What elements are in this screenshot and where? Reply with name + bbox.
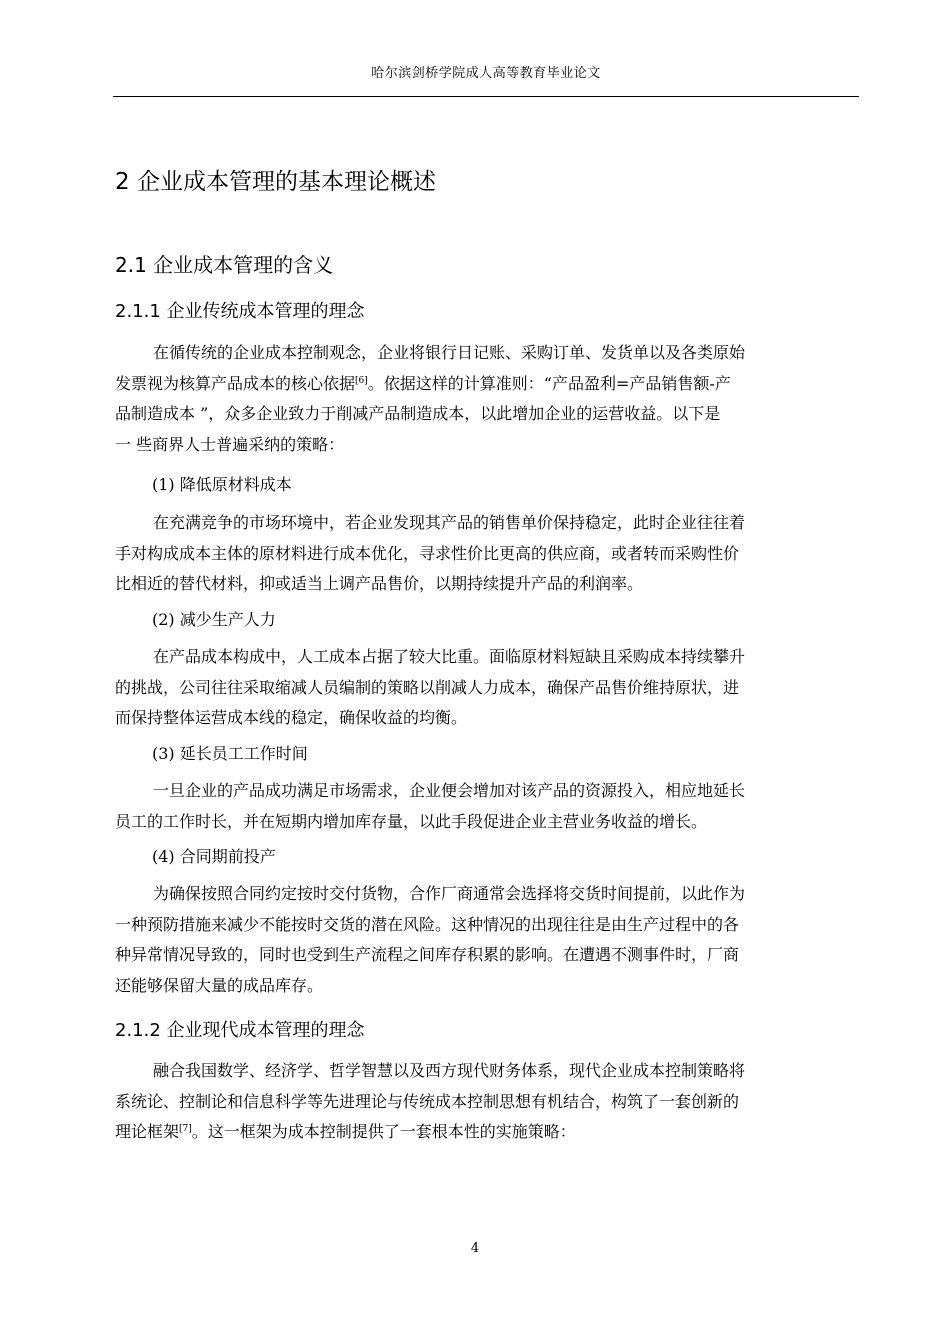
paragraph-line: 为确保按照合同约定按时交付货物，合作厂商通常会选择将交货时间提前，以此作为 bbox=[153, 884, 746, 903]
subsection-heading-traditional: 2.1.1 企业传统成本管理的理念 bbox=[115, 301, 365, 322]
citation-ref: [7] bbox=[179, 1124, 192, 1134]
paragraph-line: 在循传统的企业成本控制观念，企业将银行日记账、采购订单、发货单以及各类原始 bbox=[153, 343, 746, 362]
paragraph-line: 而保持整体运营成本线的稳定，确保收益的均衡。 bbox=[115, 708, 468, 727]
paragraph-line: 员工的工作时长，并在短期内增加库存量，以此手段促进企业主营业务收益的增长。 bbox=[115, 811, 708, 831]
paragraph-line: 种异常情况导致的，同时也受到生产流程之间库存积累的影响。在遭遇不测事件时，厂商 bbox=[115, 945, 740, 964]
paragraph-line: 在充满竞争的市场环境中，若企业发现其产品的销售单价保持稳定，此时企业往往着 bbox=[153, 513, 746, 532]
paragraph-line: 手对构成成本主体的原材料进行成本优化，寻求性价比更高的供应商，或者转而采购性价 bbox=[115, 543, 740, 563]
list-item-label: (2) 减少生产人力 bbox=[152, 610, 276, 629]
intro-paragraph bbox=[115, 338, 859, 460]
citation-ref: [6] bbox=[355, 375, 368, 386]
running-header: 哈尔滨剑桥学院成人高等教育毕业论文 bbox=[371, 66, 601, 81]
paragraph-line: 一 些商界人士普遍采纳的策略： bbox=[115, 434, 345, 454]
paragraph-line: 还能够保留大量的成品库存。 bbox=[115, 975, 324, 995]
paragraph-line: 的挑战，公司往往采取缩减人员编制的策略以削减人力成本，确保产品售价维持原状，进 bbox=[115, 677, 740, 697]
page-number: 4 bbox=[470, 1241, 480, 1256]
subsection-heading-modern: 2.1.2 企业现代成本管理的理念 bbox=[115, 1020, 365, 1041]
paragraph-line: 系统论、控制论和信息科学等先进理论与传统成本控制思想有机结合，构筑了一套创新的 bbox=[115, 1091, 740, 1111]
header-divider bbox=[113, 96, 859, 97]
paragraph-line: 比相近的替代材料，抑或适当上调产品售价，以期持续提升产品的利润率。 bbox=[115, 574, 644, 593]
list-item-paragraph bbox=[115, 508, 859, 600]
list-item-label: (1) 降低原材料成本 bbox=[152, 475, 292, 494]
paragraph-line: 理论框架[7]。这一框架为成本控制提供了一套根本性的实施策略： bbox=[115, 1122, 576, 1141]
paragraph-line: 在产品成本构成中，人工成本占据了较大比重。面临原材料短缺且采购成本持续攀升 bbox=[153, 647, 746, 666]
list-item-label: (4) 合同期前投产 bbox=[152, 847, 276, 866]
paragraph-line: 品制造成本 ”，众多企业致力于削减产品制造成本，以此增加企业的运营收益。以下是 bbox=[115, 404, 721, 423]
paragraph-line: 一种预防措施来减少不能按时交货的潜在风险。这种情况的出现往往是由生产过程中的各 bbox=[115, 914, 740, 934]
modern-paragraph bbox=[115, 1056, 859, 1148]
paragraph-line: 一旦企业的产品成功满足市场需求，企业便会增加对该产品的资源投入，相应地延长 bbox=[153, 781, 746, 800]
list-item-label: (3) 延长员工工作时间 bbox=[152, 744, 308, 763]
chapter-heading: 2 企业成本管理的基本理论概述 bbox=[115, 169, 436, 195]
list-item-paragraph bbox=[115, 879, 859, 1001]
section-heading: 2.1 企业成本管理的含义 bbox=[115, 253, 334, 277]
list-item-paragraph bbox=[115, 776, 859, 837]
paragraph-line: 融合我国数学、经济学、哲学智慧以及西方现代财务体系，现代企业成本控制策略将 bbox=[153, 1061, 746, 1080]
paragraph-line: 发票视为核算产品成本的核心依据[6]。依据这样的计算准则：“产品盈利=产品销售额-产 bbox=[115, 373, 731, 393]
list-item-paragraph bbox=[115, 642, 859, 734]
